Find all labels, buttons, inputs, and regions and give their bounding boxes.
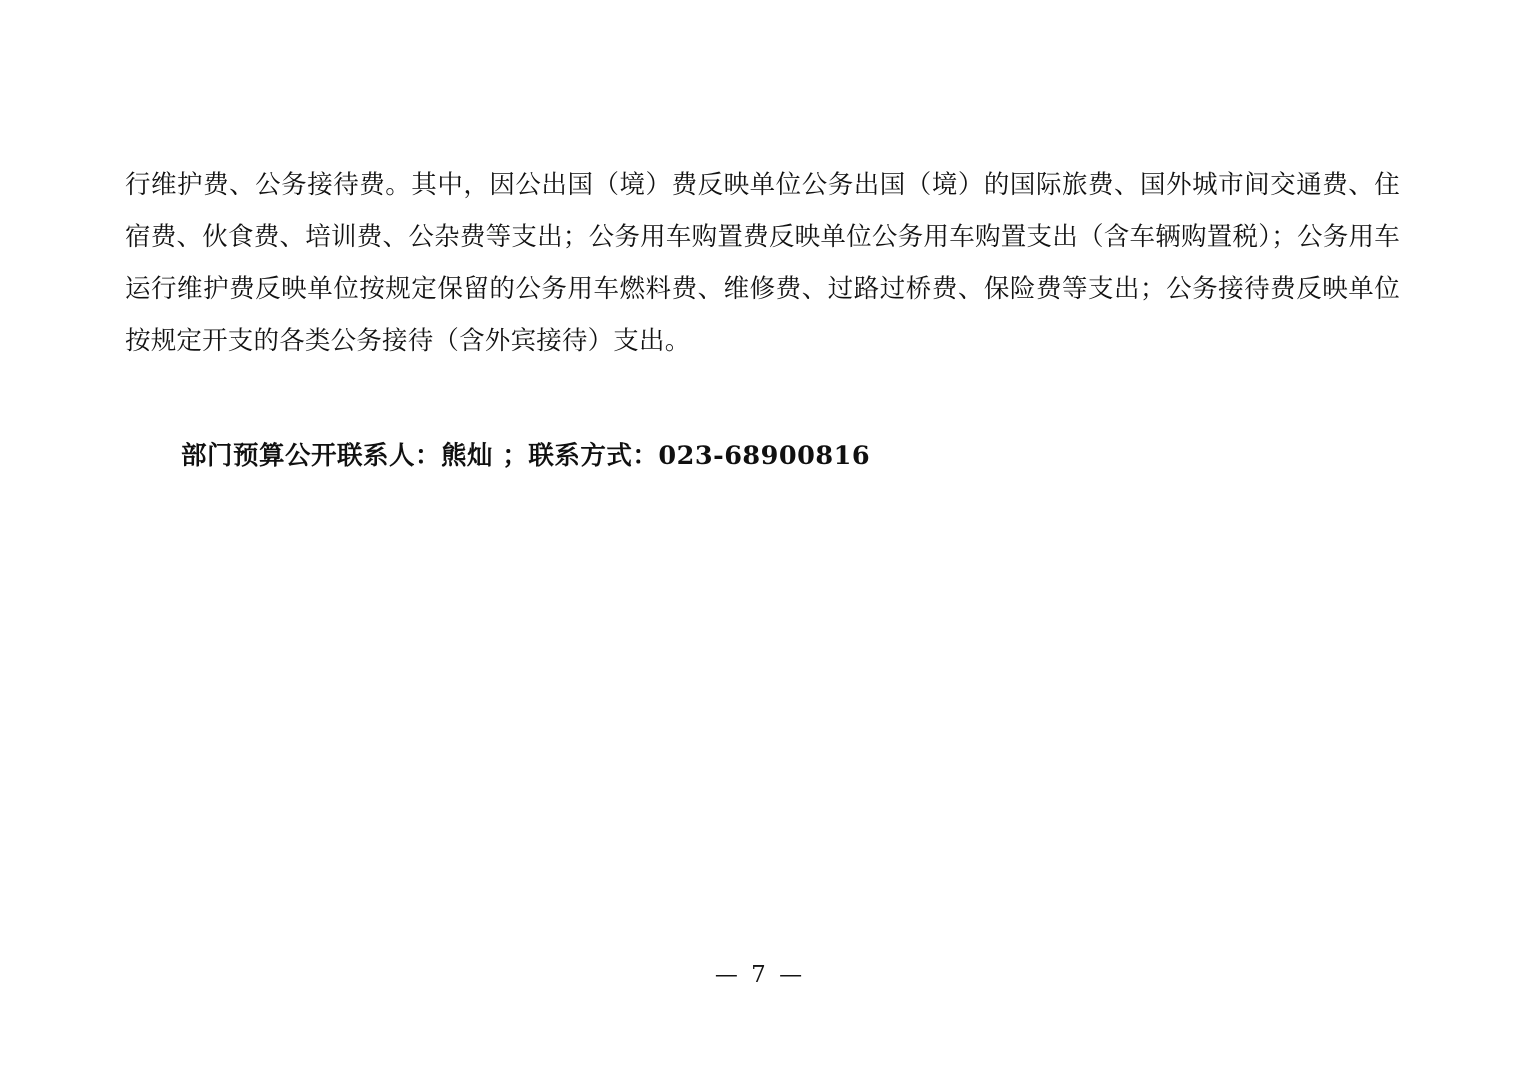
page-number: — 7 — <box>714 962 806 988</box>
body-paragraph: 行维护费、公务接待费。其中，因公出国（境）费反映单位公务出国（境）的国际旅费、国外城市间交通费、住宿费、伙食费、培训费、公杂费等支出；公务用车购置费反映单位公务用车购置支出（含车辆购置税）；公务用车运行维护费反映单位按规定保留的公务用车燃料费、维修费、过路过桥费、保险费等支出；公务接待费反映单位按规定开支的各类公务接待（含外宾接待）支出。 <box>125 169 1400 356</box>
contact-line: 部门预算公开联系人：熊灿 ；联系方式：023-68900816 <box>181 440 871 471</box>
